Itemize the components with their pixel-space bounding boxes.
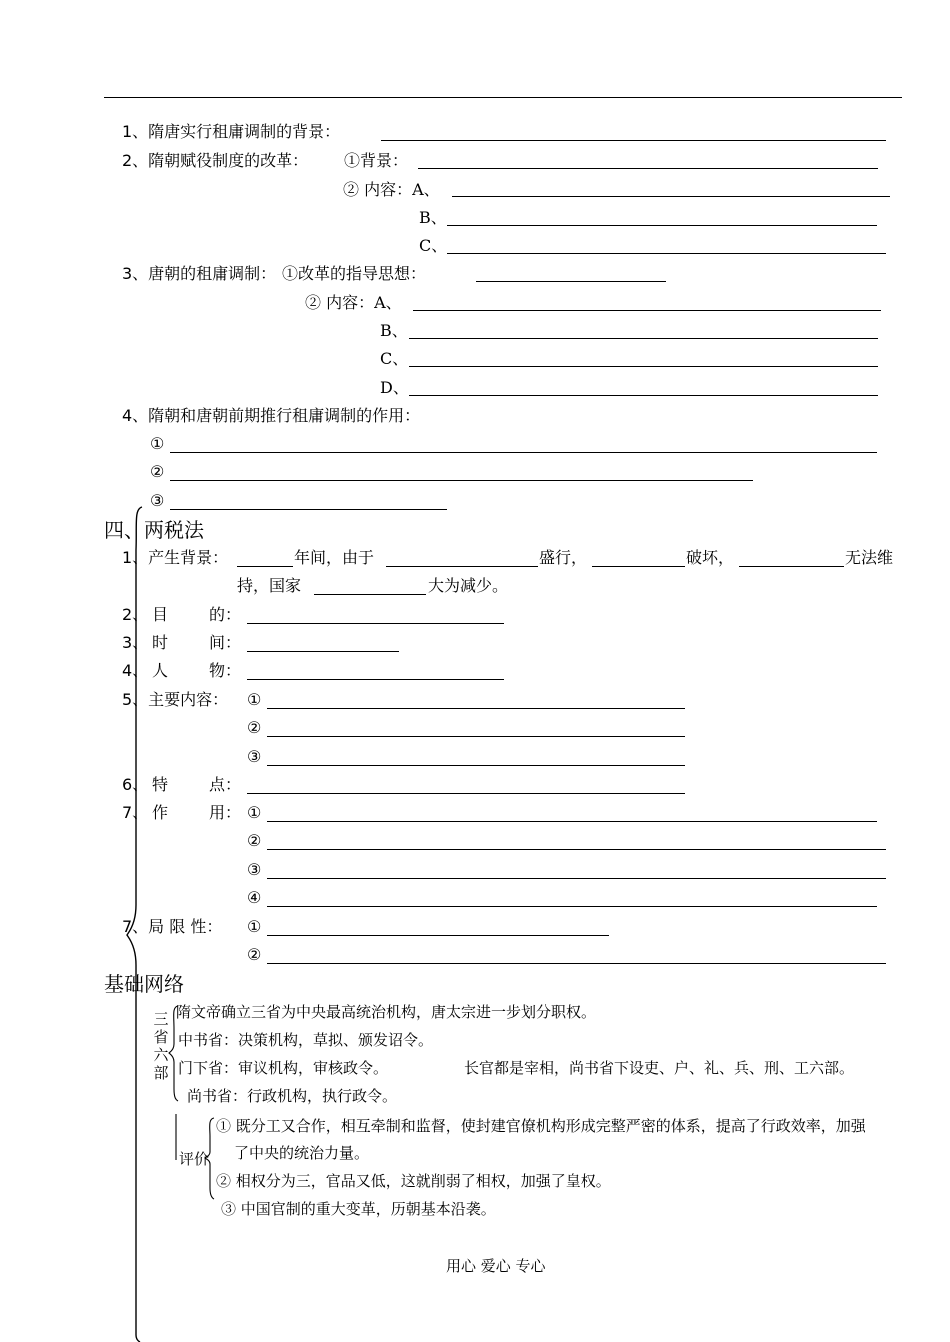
q1-text: 无法维 [845, 548, 894, 567]
item-marker: ① [150, 434, 165, 453]
q2-label: 的： [209, 605, 242, 624]
item-marker: ② [247, 831, 262, 850]
side-char: 省 [153, 1028, 169, 1046]
answer-line[interactable] [418, 168, 878, 169]
blank-line[interactable] [314, 594, 426, 595]
q3-guide-label: ①改革的指导思想： [282, 264, 427, 283]
answer-line[interactable] [267, 736, 685, 737]
eval-item: ② 相权分为三，官品又低，这就削弱了相权，加强了皇权。 [216, 1172, 611, 1190]
q4-number: 4、 [122, 661, 149, 680]
side-char: 三 [153, 1010, 169, 1028]
option-b-label: B、 [419, 208, 447, 227]
answer-line[interactable] [409, 366, 878, 367]
q4-label: 人 [152, 661, 169, 680]
header-rule [104, 97, 902, 98]
side-label [153, 1010, 169, 1082]
answer-line[interactable] [170, 480, 753, 481]
answer-line[interactable] [476, 281, 666, 282]
option-d-label: D、 [380, 378, 409, 397]
network-line: 尚书省：行政机构，执行政令。 [187, 1087, 398, 1105]
item-marker: ① [247, 803, 262, 822]
answer-line[interactable] [413, 310, 881, 311]
answer-line[interactable] [452, 196, 890, 197]
item-marker: ① [247, 690, 262, 709]
answer-line[interactable] [267, 963, 886, 964]
answer-line[interactable] [267, 765, 685, 766]
section-heading: 基础网络 [104, 972, 184, 996]
answer-line[interactable] [247, 623, 504, 624]
answer-line[interactable] [267, 935, 609, 936]
q2-background-label: ①背景： [344, 151, 409, 170]
item-marker: ③ [247, 747, 262, 766]
side-char: 六 [153, 1046, 169, 1064]
q6-label: 特 [152, 775, 169, 794]
q1-text: 年间，由于 [294, 548, 375, 567]
option-b-label: B、 [380, 321, 408, 340]
answer-line[interactable] [247, 793, 685, 794]
answer-line[interactable] [447, 253, 886, 254]
answer-line[interactable] [170, 509, 447, 510]
eval-label: 评价 [179, 1150, 210, 1168]
item-marker: ③ [150, 491, 165, 510]
q4-label: 物： [209, 661, 242, 680]
q2-label: 目 [152, 605, 169, 624]
q3-content-label: ② 内容：A、 [305, 293, 402, 312]
answer-line[interactable] [409, 338, 878, 339]
answer-line[interactable] [247, 651, 399, 652]
q6-number: 6、 [122, 775, 149, 794]
eval-item: ① 既分工又合作，相互牵制和监督，使封建官僚机构形成完整严密的体系，提高了行政效率，加强 [216, 1117, 866, 1135]
q1-text: 盛行， [539, 548, 588, 567]
answer-line[interactable] [267, 821, 877, 822]
item-marker: ① [247, 917, 262, 936]
section-heading: 四、两税法 [104, 518, 204, 542]
answer-line[interactable] [267, 849, 886, 850]
item-marker: ④ [247, 888, 262, 907]
eval-item: ③ 中国官制的重大变革，历朝基本沿袭。 [221, 1200, 496, 1218]
q1-text: 持，国家 [237, 576, 302, 595]
q7-label: 作 [152, 803, 169, 822]
option-c-label: C、 [419, 236, 448, 255]
answer-line[interactable] [170, 452, 877, 453]
answer-line[interactable] [267, 906, 877, 907]
answer-line[interactable] [381, 140, 886, 141]
q1-label: 1、隋唐实行租庸调制的背景： [122, 122, 341, 141]
q3-label: 间： [209, 633, 242, 652]
option-c-label: C、 [380, 349, 409, 368]
item-marker: ② [247, 945, 262, 964]
q1-text: 大为减少。 [428, 576, 509, 595]
answer-line[interactable] [247, 679, 504, 680]
answer-line[interactable] [267, 708, 685, 709]
q3-number: 3、 [122, 633, 149, 652]
item-marker: ② [150, 462, 165, 481]
eval-item: 了中央的统治力量。 [234, 1144, 370, 1162]
q5-label: 5、主要内容： [122, 690, 229, 709]
network-line: 门下省：审议机构，审核政令。 [178, 1059, 389, 1077]
q7-number: 7、 [122, 803, 149, 822]
q7-label: 用： [209, 803, 242, 822]
answer-line[interactable] [447, 225, 877, 226]
network-line: 隋文帝确立三省为中央最高统治机构，唐太宗进一步划分职权。 [176, 1003, 597, 1021]
item-marker: ② [247, 718, 262, 737]
q1-text: 破坏， [686, 548, 735, 567]
blank-line[interactable] [237, 566, 293, 567]
q2-content-label: ② 内容：A、 [343, 180, 440, 199]
blank-line[interactable] [386, 566, 538, 567]
q8-label: 7、局 限 性： [122, 917, 223, 936]
q3-label: 3、唐朝的租庸调制： [122, 264, 277, 283]
item-marker: ③ [247, 860, 262, 879]
blank-line[interactable] [739, 566, 844, 567]
footer-text: 用心 爱心 专心 [446, 1257, 546, 1275]
q4-label: 4、隋朝和唐朝前期推行租庸调制的作用： [122, 406, 421, 425]
q3-label: 时 [152, 633, 169, 652]
blank-line[interactable] [592, 566, 685, 567]
q6-label: 点： [209, 775, 242, 794]
answer-line[interactable] [409, 395, 878, 396]
network-line: 中书省：决策机构，草拟、颁发诏令。 [178, 1031, 434, 1049]
q1-label: 1、产生背景： [122, 548, 229, 567]
network-line: 长官都是宰相，尚书省下设吏、户、礼、兵、刑、工六部。 [464, 1059, 855, 1077]
side-char: 部 [153, 1064, 169, 1082]
answer-line[interactable] [267, 878, 886, 879]
q2-number: 2、 [122, 605, 149, 624]
q2-label: 2、隋朝赋役制度的改革： [122, 151, 309, 170]
